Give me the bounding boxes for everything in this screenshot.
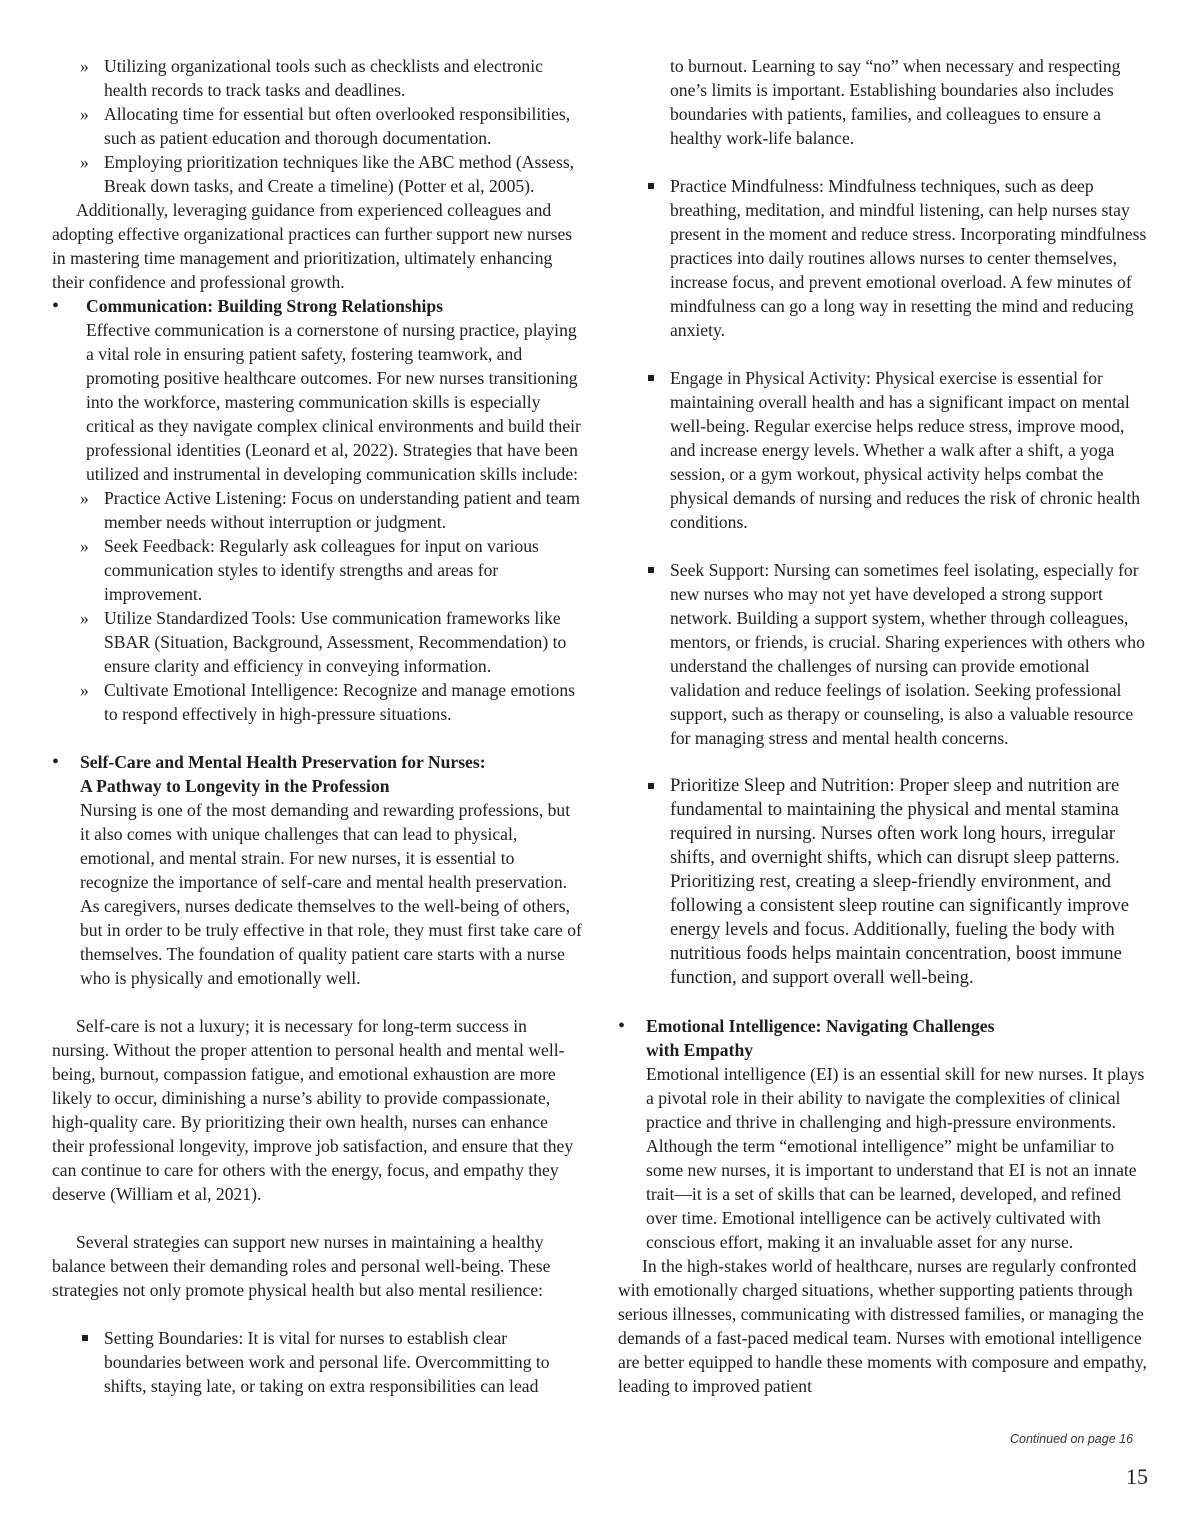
section-body: Nursing is one of the most demanding and rewarding professions, but it also comes with unique challenges that can lead to physical, emotional, and mental strain. For new nurses, it is essential to recognize the importance of self-care and mental health preservation. As caregivers, nurses dedicate themselves to the well-being of others, but in order to be truly effective in that role, they must first take care of themselves. The foundation of quality patient care starts with a nurse who is physically and emotionally well. — [80, 800, 582, 988]
section-heading: • Emotional Intelligence: Navigating Challenges — [646, 1016, 995, 1036]
list-item: Prioritize Sleep and Nutrition: Proper sleep and nutrition are fundamental to maintaining the physical and mental stamina required in nursing. Nurses often work long hours, irregular shifts, and overnight shifts, which can disrupt sleep patterns. Prioritizing rest, creating a sleep-friendly environment, and following a consistent sleep routine can significantly improve energy levels and focus. Additionally, fueling the body with nutritious foods helps maintain concentration, boost immune function, and support overall well-being. — [618, 774, 1153, 990]
right-column — [618, 54, 1153, 1398]
list-item: » Cultivate Emotional Intelligence: Recognize and manage emotions to respond effectively in high-pressure situations. — [52, 678, 582, 726]
section-heading: with Empathy — [646, 1040, 754, 1060]
page-number: 15 — [1126, 1464, 1148, 1489]
paragraph-high-stakes: In the high-stakes world of healthcare, nurses are regularly confronted with emotionally charged situations, whether supporting patients through serious illnesses, communicating with distressed families, or managing the demands of a fast-paced medical team. Nurses with emotional intelligence are better equipped to handle these moments with composure and empathy, leading to improved patient — [618, 1256, 1147, 1396]
list-item: Setting Boundaries: It is vital for nurses to establish clear boundaries between work and personal life. Overcommitting to shifts, staying late, or taking on extra responsibilities can lead — [52, 1326, 582, 1398]
list-item: Engage in Physical Activity: Physical exercise is essential for maintaining overall health and has a significant impact on mental well-being. Regular exercise helps reduce stress, improve mood, and increase energy levels. Whether a walk after a shift, a yoga session, or a gym workout, physical activity helps combat the physical demands of nursing and reduces the risk of chronic health conditions. — [618, 366, 1153, 534]
continued-text: to burnout. Learning to say “no” when necessary and respecting one’s limits is important. Establishing boundaries also includes boundaries with patients, families, and colleagues to ensure a healthy work-life balance. — [618, 54, 1153, 150]
paragraph-several: Several strategies can support new nurses in maintaining a healthy balance between their demanding roles and personal well-being. These strategies not only promote physical health but also mental resilience: — [52, 1232, 551, 1300]
list-item: » Employing prioritization techniques like the ABC method (Assess, Break down tasks, and Create a timeline) (Potter et al, 2005). — [52, 150, 582, 198]
section-heading: A Pathway to Longevity in the Profession — [80, 776, 390, 796]
list-item-continued — [618, 54, 1153, 150]
section-emotional-intelligence — [618, 1014, 1153, 1254]
section-communication — [52, 294, 582, 486]
paragraph-additionally: Additionally, leveraging guidance from experienced colleagues and adopting effective organizational practices can further support new nurses in mastering time management and prioritization, ultimately enhancing their confidence and professional growth. — [52, 200, 573, 292]
list-item: » Seek Feedback: Regularly ask colleagues for input on various communication styles to identify strengths and areas for improvement. — [52, 534, 582, 606]
list-item: » Utilizing organizational tools such as checklists and electronic health records to track tasks and deadlines. — [52, 54, 582, 102]
section-self-care — [52, 750, 582, 990]
section-heading: • Self-Care and Mental Health Preservation for Nurses: — [80, 752, 486, 772]
section-body: Emotional intelligence (EI) is an essential skill for new nurses. It plays a pivotal role in their ability to navigate the complexities of clinical practice and thrive in challenging and high-pressure environments. Although the term “emotional intelligence” might be unfamiliar to some new nurses, it is important to understand that EI is not an innate trait—it is a set of skills that can be learned, developed, and refined over time. Emotional intelligence can be actively cultivated with conscious effort, making it an invaluable asset for any nurse. — [646, 1064, 1145, 1252]
left-column — [52, 54, 582, 1398]
list-item: » Utilize Standardized Tools: Use communication frameworks like SBAR (Situation, Background, Assessment, Recommendation) to ensure clarity and efficiency in conveying information. — [52, 606, 582, 678]
list-item: » Allocating time for essential but often overlooked responsibilities, such as patient education and thorough documentation. — [52, 102, 582, 150]
continued-note: Continued on page 16 — [1010, 1432, 1134, 1446]
paragraph-self-care: Self-care is not a luxury; it is necessary for long-term success in nursing. Without the proper attention to personal health and mental well-being, burnout, compassion fatigue, and emotional exhaustion are more likely to occur, diminishing a nurse’s ability to provide compassionate, high-quality care. By prioritizing their own health, nurses can enhance their professional longevity, improve job satisfaction, and ensure that they can continue to care for others with the energy, focus, and empathy they deserve (William et al, 2021). — [52, 1016, 574, 1204]
list-item: Practice Mindfulness: Mindfulness techniques, such as deep breathing, meditation, and mindful listening, can help nurses stay present in the moment and reduce stress. Incorporating mindfulness practices into daily routines allows nurses to center themselves, increase focus, and prevent emotional overload. A few minutes of mindfulness can go a long way in resetting the mind and reducing anxiety. — [618, 174, 1153, 342]
list-item: » Practice Active Listening: Focus on understanding patient and team member needs without interruption or judgment. — [52, 486, 582, 534]
section-heading: • Communication: Building Strong Relationships — [86, 296, 444, 316]
list-item: Seek Support: Nursing can sometimes feel isolating, especially for new nurses who may not yet have developed a strong support network. Building a support system, whether through colleagues, mentors, or friends, is crucial. Sharing experiences with others who understand the challenges of nursing can provide emotional validation and reduce feelings of isolation. Seeking professional support, such as therapy or counseling, is also a valuable resource for managing stress and mental health concerns. — [618, 558, 1153, 750]
section-body: Effective communication is a cornerstone of nursing practice, playing a vital role in ensuring patient safety, fostering teamwork, and promoting positive healthcare outcomes. For new nurses transitioning into the workforce, mastering communication skills is especially critical as they navigate complex clinical environments and build their professional identities (Leonard et al, 2022). Strategies that have been utilized and instrumental in developing communication skills include: — [86, 320, 581, 484]
